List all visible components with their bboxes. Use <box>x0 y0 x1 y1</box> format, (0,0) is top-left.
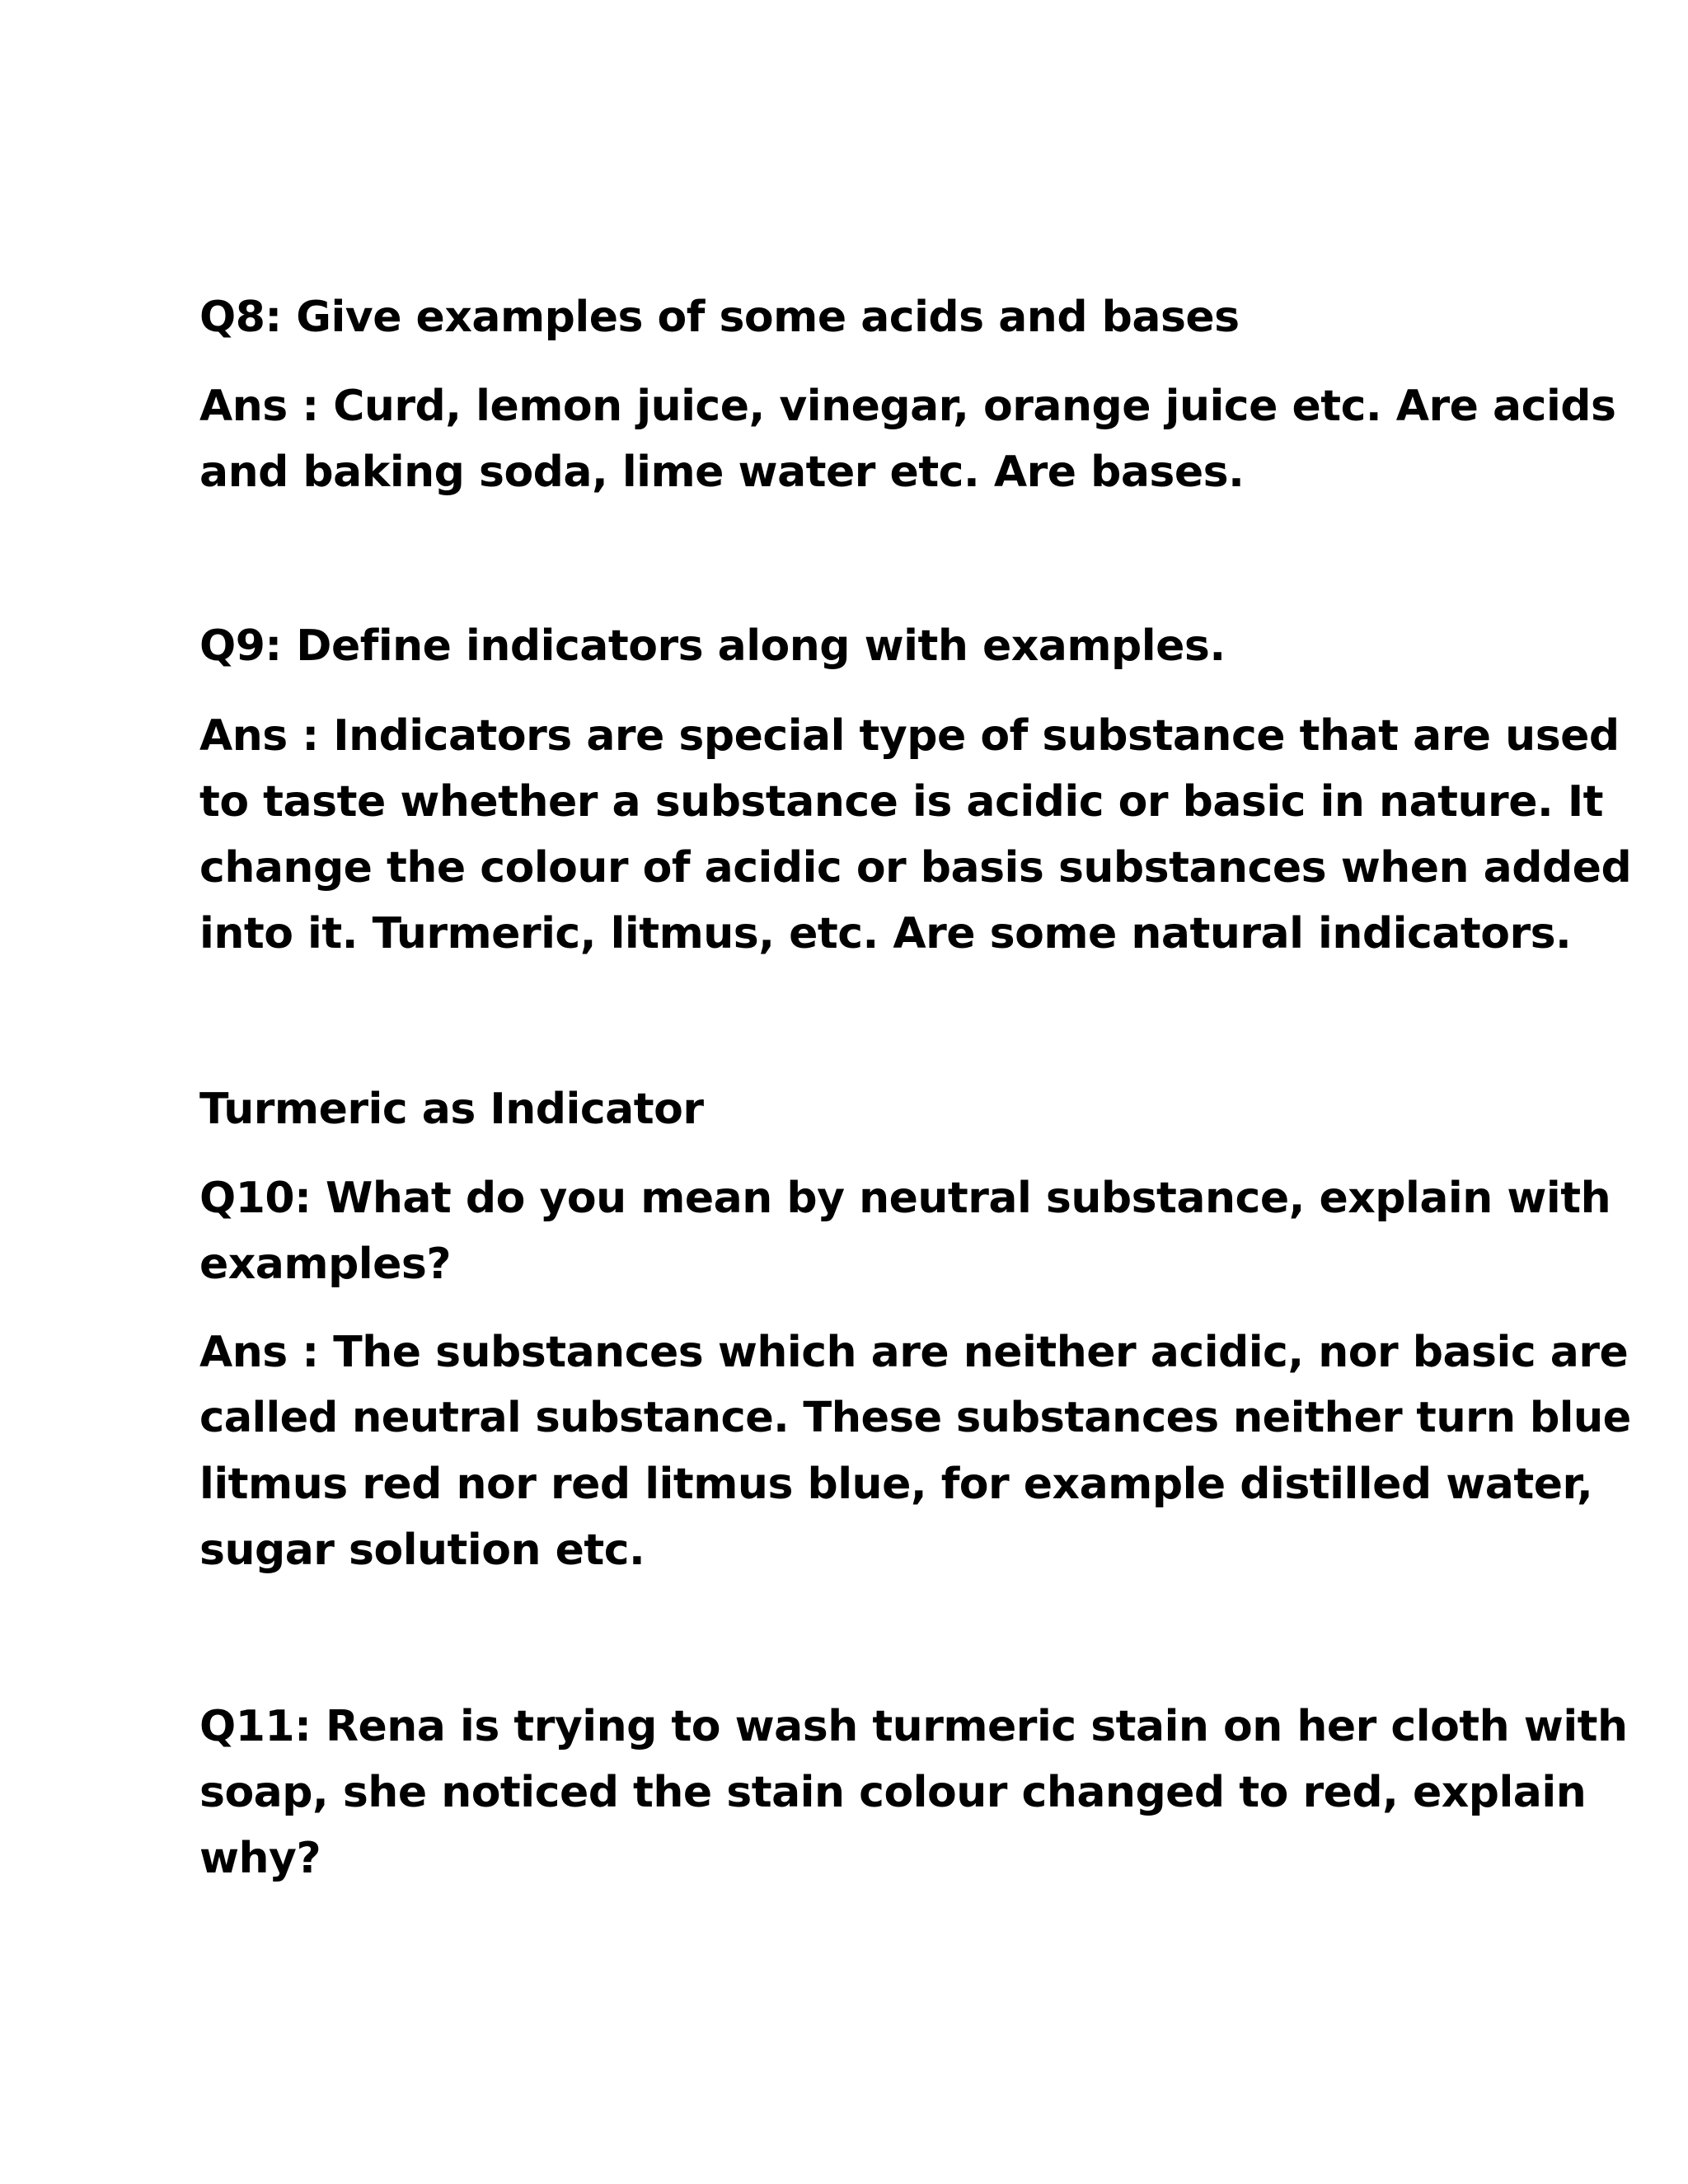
q11-question-line-1: Q11: Rena is trying to wash turmeric stain on her cloth with <box>199 1702 1628 1751</box>
q10-question-line-1: Q10: What do you mean by neutral substance, explain with <box>199 1174 1611 1223</box>
q9-answer-line-2: to taste whether a substance is acidic or basic in nature. It <box>199 777 1604 827</box>
q9-question: Q9: Define indicators along with examples. <box>199 621 1226 671</box>
q11-question-line-2: soap, she noticed the stain colour changed to red, explain <box>199 1768 1587 1817</box>
q10-answer-line-2: called neutral substance. These substances neither turn blue <box>199 1394 1631 1442</box>
q8-answer-line-1: Ans : Curd, lemon juice, vinegar, orange juice etc. Are acids <box>199 382 1616 431</box>
q9-answer-line-3: change the colour of acidic or basis substances when added <box>199 843 1632 893</box>
q9-answer-line-4: into it. Turmeric, litmus, etc. Are some natural indicators. <box>199 909 1572 958</box>
q8-answer-line-2: and baking soda, lime water etc. Are bases. <box>199 448 1245 497</box>
q11-question-line-3: why? <box>199 1834 321 1883</box>
q10-answer-line-1: Ans : The substances which are neither acidic, nor basic are <box>199 1328 1629 1377</box>
subheading-turmeric: Turmeric as Indicator <box>199 1085 704 1134</box>
q10-answer-line-4: sugar solution etc. <box>199 1526 645 1575</box>
q10-question-line-2: examples? <box>199 1240 452 1289</box>
q10-answer-line-3: litmus red nor red litmus blue, for example distilled water, <box>199 1460 1593 1509</box>
q9-answer-line-1: Ans : Indicators are special type of substance that are used <box>199 711 1620 761</box>
q8-question: Q8: Give examples of some acids and bases <box>199 293 1240 342</box>
